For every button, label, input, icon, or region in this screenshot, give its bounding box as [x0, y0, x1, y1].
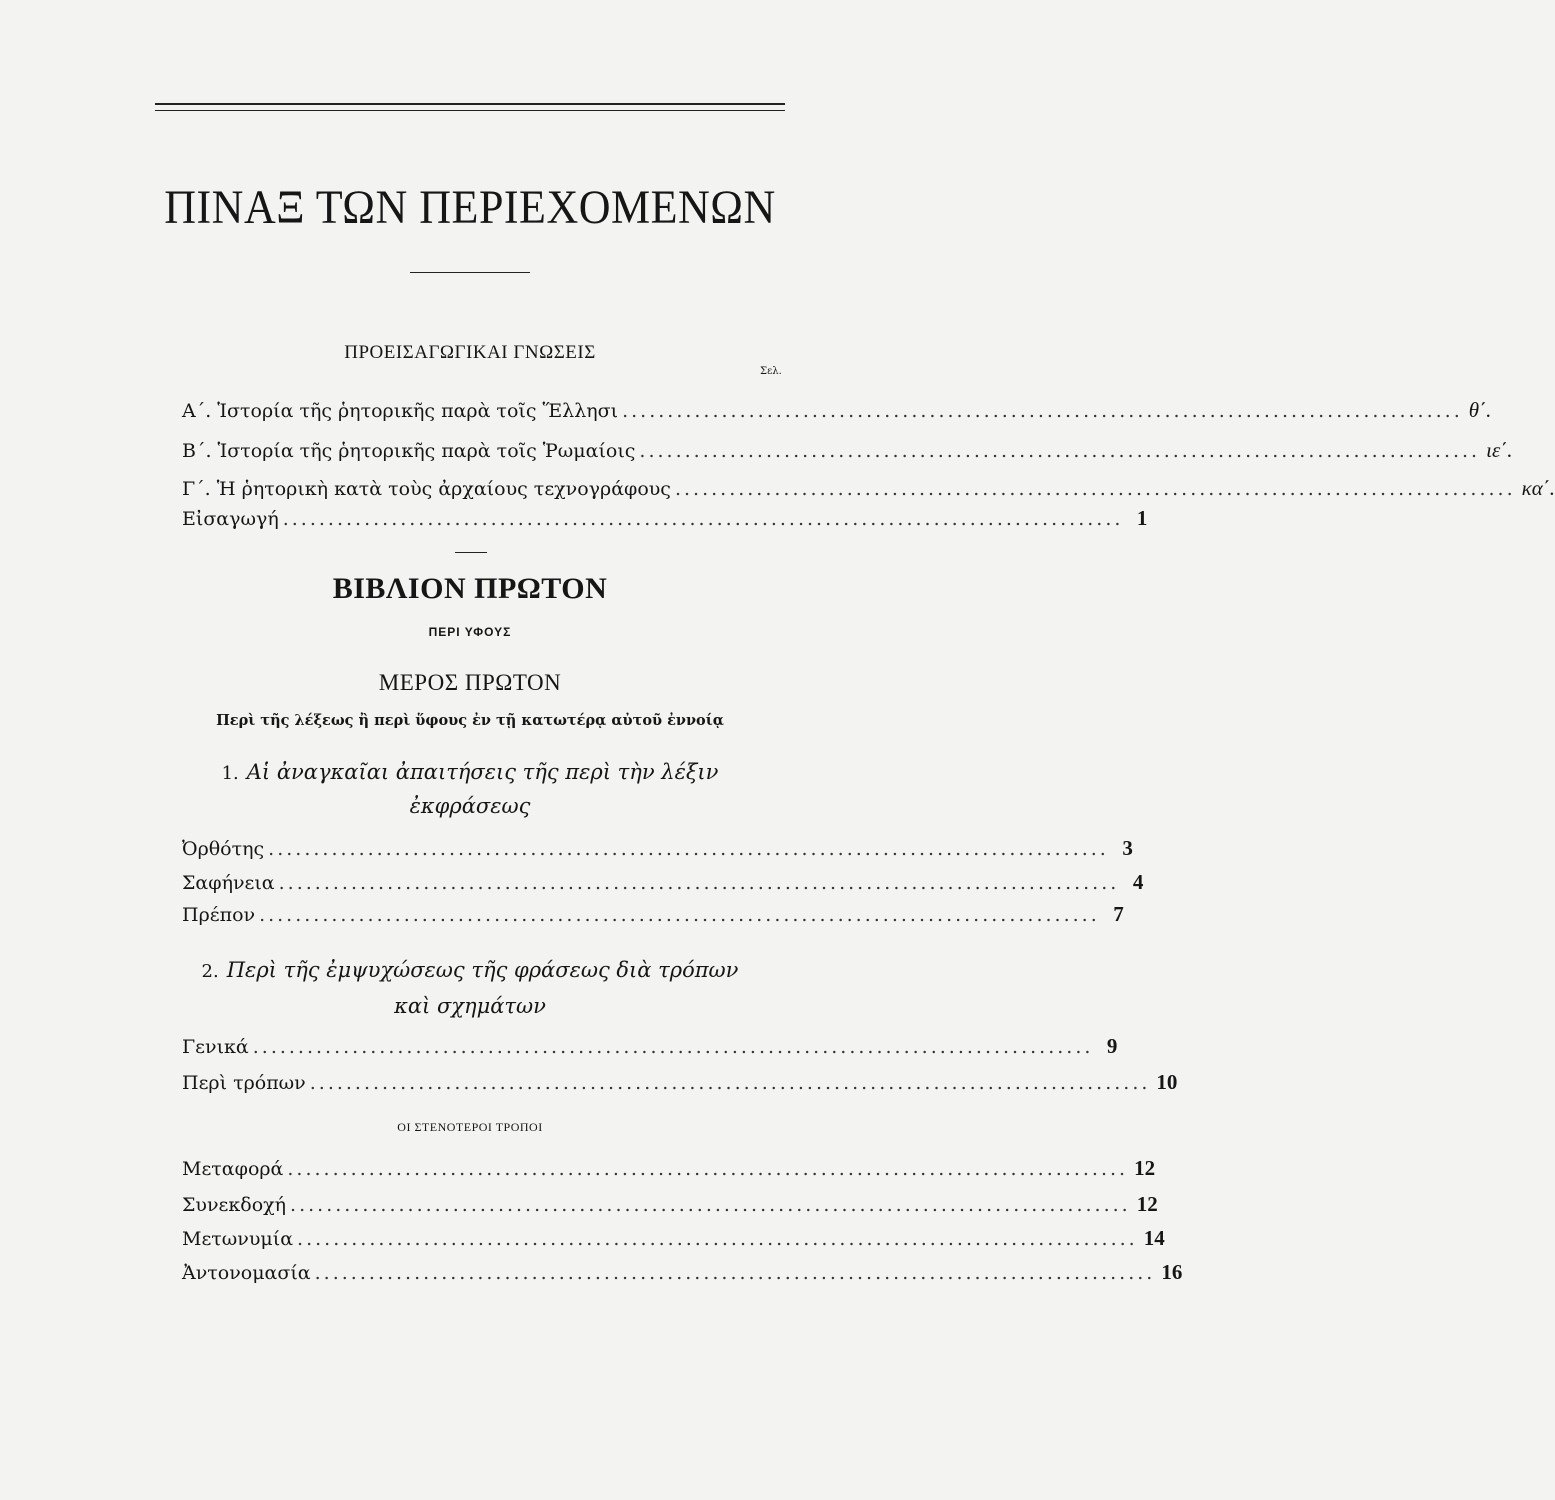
- toc-entry[interactable]: [182, 1034, 1118, 1064]
- entry-label: Εἰσαγωγή: [182, 508, 279, 530]
- toc-entry[interactable]: [182, 1260, 1183, 1290]
- entry-page: 10: [1156, 1070, 1178, 1094]
- leader-dots: .............................................................................................: [309, 1072, 1151, 1094]
- leader-dots: .............................................................................................: [297, 1228, 1138, 1250]
- toc-entry[interactable]: [182, 1192, 1158, 1222]
- entry-label: Σαφήνεια: [182, 872, 275, 894]
- leader-dots: .............................................................................................: [314, 1262, 1156, 1284]
- entry-label: Μεταφορά: [182, 1158, 284, 1180]
- toc-entry[interactable]: [182, 902, 1124, 932]
- leader-dots: .............................................................................................: [287, 1158, 1129, 1180]
- part-subtitle: Περὶ τῆς λέξεως ἢ περὶ ὕφους ἐν τῇ κατωτέρᾳ αὐτοῦ ἐννοίᾳ: [216, 712, 724, 729]
- chapter-title: [155, 958, 785, 982]
- toc-entry[interactable]: [182, 398, 1492, 428]
- book-subtitle: ΠΕΡΙ ΥΦΟΥΣ: [428, 625, 512, 639]
- page-title: ΠΙΝΑΞ ΤΩΝ ΠΕΡΙΕΧΟΜΕΝΩΝ: [164, 181, 776, 234]
- toc-entry[interactable]: [182, 1156, 1156, 1186]
- entry-label: Ἀντονομασία: [182, 1262, 311, 1284]
- entry-page: 16: [1161, 1260, 1183, 1284]
- entry-label: Πρέπον: [182, 904, 256, 926]
- part-title: ΜΕΡΟΣ ΠΡΩΤΟΝ: [378, 670, 562, 695]
- book-title: ΒΙΒΛΙΟΝ ΠΡΩΤΟΝ: [332, 572, 608, 605]
- leader-dots: .............................................................................................: [282, 508, 1124, 530]
- chapter-title-line1: Αἱ ἀναγκαῖαι ἀπαιτήσεις τῆς περὶ τὴν λέξιν: [246, 760, 719, 784]
- toc-entry[interactable]: [182, 438, 1513, 468]
- entry-label: Συνεκδοχή: [182, 1194, 287, 1216]
- leader-dots: .............................................................................................: [278, 872, 1120, 894]
- chapter-title-line1: Περὶ τῆς ἐμψυχώσεως τῆς φράσεως διὰ τρόπων: [226, 958, 739, 982]
- entry-page: κα΄.: [1521, 476, 1555, 500]
- chapter-number: 1.: [221, 763, 239, 784]
- entry-label: Περὶ τρόπων: [182, 1072, 306, 1094]
- chapter-title-line2: ἐκφράσεως: [409, 794, 531, 818]
- entry-label: Α΄. Ἱστορία τῆς ῥητορικῆς παρὰ τοῖς Ἕλλησι: [182, 400, 619, 422]
- entry-page: 3: [1122, 836, 1133, 860]
- top-rule-thin: [155, 110, 785, 111]
- toc-entry[interactable]: [182, 836, 1133, 866]
- chapter-title-line2: καὶ σχημάτων: [394, 994, 546, 1018]
- toc-entry[interactable]: [182, 870, 1144, 900]
- entry-page: ιε΄.: [1486, 438, 1513, 462]
- entry-label: Β΄. Ἱστορία τῆς ῥητορικῆς παρὰ τοῖς Ῥωμαίοις: [182, 440, 636, 462]
- entry-page: 12: [1136, 1192, 1158, 1216]
- leader-dots: .............................................................................................: [639, 440, 1481, 462]
- entry-page: 7: [1113, 902, 1124, 926]
- chapter-number: 2.: [201, 961, 219, 982]
- toc-entry[interactable]: [182, 476, 1555, 506]
- leader-dots: .............................................................................................: [252, 1036, 1094, 1058]
- entry-page: 1: [1136, 506, 1148, 530]
- leader-dots: .............................................................................................: [259, 904, 1100, 926]
- page-column-label: Σελ.: [760, 366, 782, 377]
- toc-entry[interactable]: [182, 1070, 1178, 1100]
- entry-label: Γ΄. Ἡ ῥητορικὴ κατὰ τοὺς ἀρχαίους τεχνογράφους: [182, 478, 671, 500]
- entry-label: Γενικά: [182, 1036, 249, 1058]
- top-rule: [155, 103, 785, 105]
- leader-dots: .............................................................................................: [674, 478, 1516, 500]
- leader-dots: .............................................................................................: [290, 1194, 1131, 1216]
- toc-entry[interactable]: [182, 506, 1148, 536]
- entry-page: 12: [1134, 1156, 1156, 1180]
- narrow-tropes-heading: ΟΙ ΣΤΕΝΟΤΕΡΟΙ ΤΡΟΠΟΙ: [397, 1120, 543, 1134]
- entry-label: Μετωνυμία: [182, 1228, 294, 1250]
- section-rule: [455, 552, 487, 553]
- intro-heading: ΠΡΟΕΙΣΑΓΩΓΙΚΑΙ ΓΝΩΣΕΙΣ: [344, 342, 596, 363]
- leader-dots: .............................................................................................: [268, 838, 1109, 860]
- leader-dots: .............................................................................................: [622, 400, 1463, 422]
- toc-entry[interactable]: [182, 1226, 1165, 1256]
- entry-label: Ὀρθότης: [182, 838, 265, 860]
- entry-page: θ΄.: [1468, 398, 1492, 422]
- chapter-title: [155, 760, 785, 784]
- entry-page: 9: [1106, 1034, 1118, 1058]
- title-rule: [410, 272, 530, 273]
- entry-page: 4: [1132, 870, 1144, 894]
- entry-page: 14: [1143, 1226, 1165, 1250]
